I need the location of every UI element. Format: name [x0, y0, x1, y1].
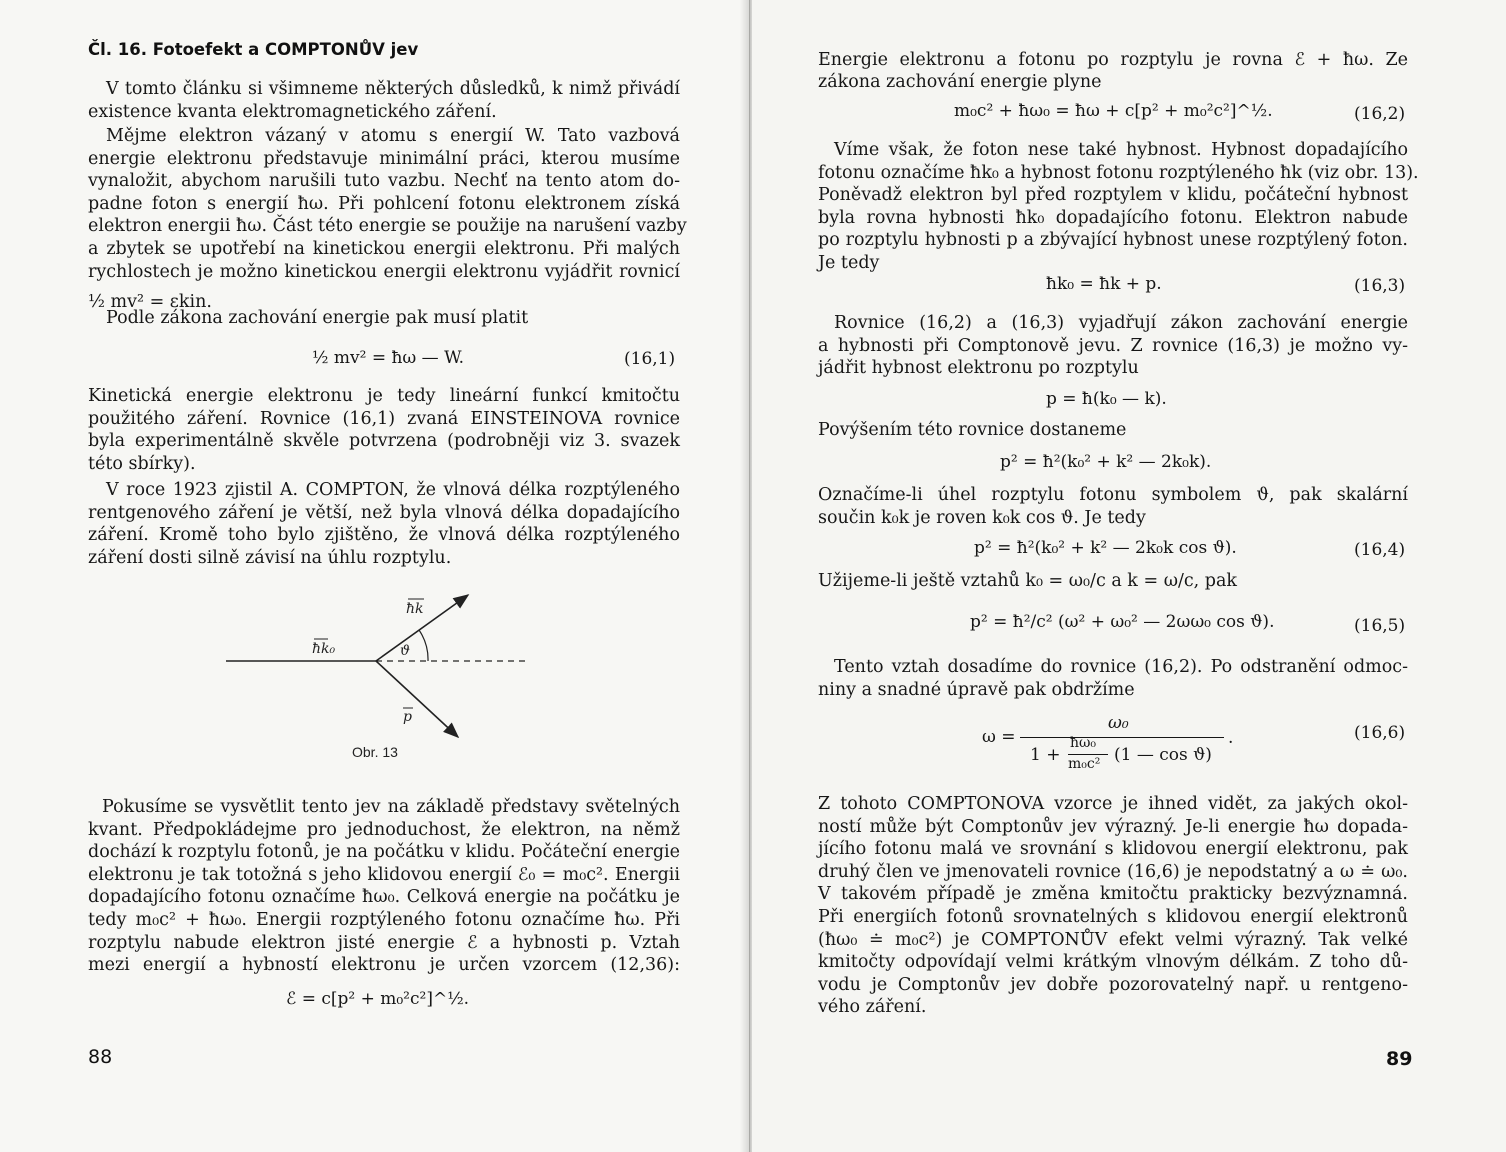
text-line: fotonu označíme ħk₀ a hybnost fotonu rozptýleného ħk (viz obr. 13).	[818, 162, 1419, 183]
label-scattered-photon: ħk	[406, 601, 424, 617]
eq6-den-frac-den: m₀c²	[1068, 756, 1101, 772]
text-line: elektron energii ħω. Část této energie se použije na narušení vazby	[88, 216, 687, 237]
text-line: energie elektronu představuje minimální práci, kterou musíme	[88, 148, 680, 169]
paragraph-5-end	[88, 547, 680, 570]
text-line: a hybnosti při Comptonově jevu. Z rovnice (16,3) je možno vy-	[818, 335, 1408, 356]
paragraph-8	[818, 793, 1408, 996]
text-line: po rozptylu hybnosti p a zbývající hybnost unese rozptýlený foton.	[818, 230, 1408, 251]
equation-number: (16,6)	[1354, 723, 1406, 743]
label-angle: ϑ	[400, 643, 411, 659]
text-line: záření. Kromě toho bylo zjištěno, že vlnová délka rozptýleného	[88, 525, 680, 546]
text-line: Tento vztah dosadíme do rovnice (16,2). Po odstranění odmoc-	[834, 657, 1408, 677]
text-line: Je tedy	[818, 253, 880, 273]
label-incident-photon: ħk₀	[312, 641, 336, 657]
equation-number: (16,3)	[1354, 276, 1406, 296]
paragraph-3-end	[818, 357, 1408, 380]
text-line: dochází k rozptylu fotonů, je na počátku v klidu. Počáteční energie	[88, 842, 680, 863]
paragraph-3	[106, 307, 680, 330]
equation-16-2: m₀c² + ħω₀ = ħω + c[p² + m₀²c²]^½.	[954, 101, 1273, 121]
text-line: vého záření.	[818, 997, 927, 1017]
equation-16-4: p² = ħ²(k₀² + k² — 2k₀k cos ϑ).	[974, 538, 1237, 558]
section-heading: Čl. 16. Fotoefekt a COMPTONŮV jev	[88, 40, 419, 59]
text-line: Poněvadž elektron byl před rozptylem v klidu, počáteční hybnost	[818, 185, 1408, 206]
label-electron-momentum: p	[403, 709, 412, 725]
text-line: niny a snadné úpravě pak obdržíme	[818, 680, 1135, 700]
text-line: druhý člen ve jmenovateli rovnice (16,6) je nepodstatný a ω ≐ ω₀.	[818, 861, 1408, 882]
paragraph-1-end	[818, 71, 1408, 94]
text-line: Z tohoto COMPTONOVA vzorce je ihned vidět, za jakých okol-	[818, 794, 1408, 814]
paragraph-7	[818, 656, 1408, 679]
eq6-den-frac-num: ħω₀	[1070, 735, 1097, 751]
text-line: a zbytek se upotřebí na kinetickou energii elektronu. Při malých	[88, 238, 680, 259]
eq6-den-start: 1 +	[1030, 745, 1061, 765]
paragraph-1	[818, 49, 1408, 72]
text-line: mezi energií a hybností elektronu je určen vzorcem (12,36):	[88, 955, 680, 976]
text-line: Podle zákona zachování energie pak musí platit	[106, 308, 529, 328]
paragraph-4-end	[88, 453, 680, 476]
fraction-bar	[1020, 737, 1224, 738]
text-line: Pokusíme se vysvětlit tento jev na základě představy světelných	[102, 797, 680, 817]
text-line: byla experimentálně skvěle potvrzena (podrobněji viz 3. svazek	[88, 431, 680, 452]
eq6-lhs: ω =	[982, 727, 1016, 747]
text-line: rentgenového záření je větší, než byla vlnová délka dopadajícího	[88, 502, 680, 523]
text-line: Při energiích fotonů srovnatelných s klidovou energií elektronů	[818, 906, 1408, 927]
text-line: rychlostech je možno kinetickou energii elektronu vyjádřit rovnicí	[88, 261, 680, 282]
page-number: 88	[88, 1046, 113, 1068]
paragraph-5	[88, 479, 680, 547]
text-line: tedy m₀c² + ħω₀. Energii rozptýleného fotonu označíme ħω. Při	[88, 909, 680, 930]
equation-number: (16,1)	[624, 349, 676, 369]
paragraph-4	[88, 385, 680, 453]
text-line: padne foton s energií ħω. Při pohlcení fotonu elektronem získá	[88, 193, 680, 214]
equation-momentum: p = ħ(k₀ — k).	[1046, 389, 1167, 409]
text-line: existence kvanta elektromagnetického záření.	[88, 102, 497, 122]
text-line: rozptylu nabude elektron jisté energie ℰ a hybnosti p. Vztah	[88, 932, 680, 953]
text-line: Kinetická energie elektronu je tedy lineární funkcí kmitočtu	[88, 386, 680, 406]
compton-scattering-diagram	[220, 585, 540, 745]
equation-16-3: ħk₀ = ħk + p.	[1046, 274, 1162, 294]
text-line: Energie elektronu a fotonu po rozptylu je rovna ℰ + ħω. Ze	[818, 50, 1408, 70]
text-line: jícího fotonu malá ve srovnání s klidovou energií elektronu, pak	[818, 839, 1408, 860]
text-line: ½ mv² = εkin.	[88, 292, 212, 312]
eq6-numerator: ω₀	[1108, 713, 1129, 733]
paragraph-2	[88, 125, 687, 283]
paragraph-3	[818, 312, 1408, 357]
text-line: jádřit hybnost elektronu po rozptylu	[818, 358, 1139, 378]
text-line: byla rovna hybnosti ħk₀ dopadajícího fotonu. Elektron nabude	[818, 207, 1408, 228]
paragraph-1-cont	[88, 101, 680, 124]
paragraph-8-end	[818, 996, 1408, 1019]
text-line: dopadajícího fotonu označíme ħω₀. Celková energie na počátku je	[88, 887, 680, 908]
text-line: vynaložit, abychom narušili tuto vazbu. Nechť na tento atom do-	[88, 171, 680, 192]
text-line: elektronu je tak totožná s jeho klidovou energií ℰ₀ = m₀c². Energii	[88, 864, 680, 885]
text-line: V tomto článku si všimneme některých důsledků, k nimž přivádí	[106, 79, 680, 99]
figure-caption: Obr. 13	[352, 744, 398, 760]
text-line: záření dosti silně závisí na úhlu rozptylu.	[88, 548, 452, 568]
text-line: V roce 1923 zjistil A. COMPTON, že vlnová délka rozptýleného	[106, 480, 680, 500]
paragraph-5	[818, 484, 1408, 507]
text-line: této sbírky).	[88, 454, 196, 474]
text-line: Mějme elektron vázaný v atomu s energií W. Tato vazbová	[106, 126, 680, 146]
left-page	[0, 0, 750, 1152]
paragraph-5-end	[818, 507, 1408, 530]
text-line: kvant. Předpokládejme pro jednoduchost, že elektron, na němž	[88, 819, 680, 840]
text-line: V takovém případě je změna kmitočtu prakticky bezvýznamná.	[818, 884, 1408, 905]
paragraph-4	[818, 419, 1408, 442]
paragraph-6	[88, 796, 680, 977]
text-line: zákona zachování energie plyne	[818, 72, 1102, 92]
text-line: (ħω₀ ≐ m₀c²) je COMPTONŮV efekt velmi výrazný. Tak velké	[818, 929, 1408, 950]
paragraph-7-end	[818, 679, 1408, 702]
text-line: ností může být Comptonův jev výrazný. Je-li energie ħω dopada-	[818, 816, 1408, 837]
equation-number: (16,2)	[1354, 104, 1406, 124]
text-line: Užijeme-li ještě vztahů k₀ = ω₀/c a k = ω/c, pak	[818, 571, 1238, 591]
text-line: Označíme-li úhel rozptylu fotonu symbolem ϑ, pak skalární	[818, 485, 1408, 505]
equation-number: (16,4)	[1354, 540, 1406, 560]
equation-16-5: p² = ħ²/c² (ω² + ω₀² — 2ωω₀ cos ϑ).	[970, 612, 1275, 632]
equation-number: (16,5)	[1354, 616, 1406, 636]
text-line: použitého záření. Rovnice (16,1) zvaná EINSTEINOVA rovnice	[88, 408, 680, 429]
text-line: Víme však, že foton nese také hybnost. Hybnost dopadajícího	[834, 140, 1408, 160]
text-line: Rovnice (16,2) a (16,3) vyjadřují zákon zachování energie	[834, 313, 1408, 333]
text-line: Povýšením této rovnice dostaneme	[818, 420, 1127, 440]
text-line: vodu je Comptonův jev dobře pozorovatelný např. u rentgeno-	[818, 974, 1408, 995]
paragraph-1	[88, 78, 680, 101]
paragraph-2-end	[818, 252, 1408, 275]
equation-momentum-squared: p² = ħ²(k₀² + k² — 2k₀k).	[1000, 452, 1212, 472]
text-line: součin k₀k je roven k₀k cos ϑ. Je tedy	[818, 508, 1146, 528]
fraction-bar-small	[1068, 754, 1108, 755]
eq6-dot: .	[1228, 728, 1234, 748]
angle-arc	[419, 630, 428, 661]
equation-16-1: ½ mv² = ħω — W.	[312, 348, 464, 368]
paragraph-2	[818, 139, 1419, 252]
paragraph-6	[818, 570, 1408, 593]
equation-electron-energy: ℰ = c[p² + m₀²c²]^½.	[286, 989, 470, 1009]
right-page	[752, 0, 1506, 1152]
page-number: 89	[1386, 1048, 1413, 1070]
eq6-den-end: (1 — cos ϑ)	[1114, 745, 1212, 765]
electron-momentum-arrow	[376, 661, 458, 737]
text-line: kmitočty odpovídají velmi krátkým vlnovým délkám. Z toho dů-	[818, 952, 1408, 973]
